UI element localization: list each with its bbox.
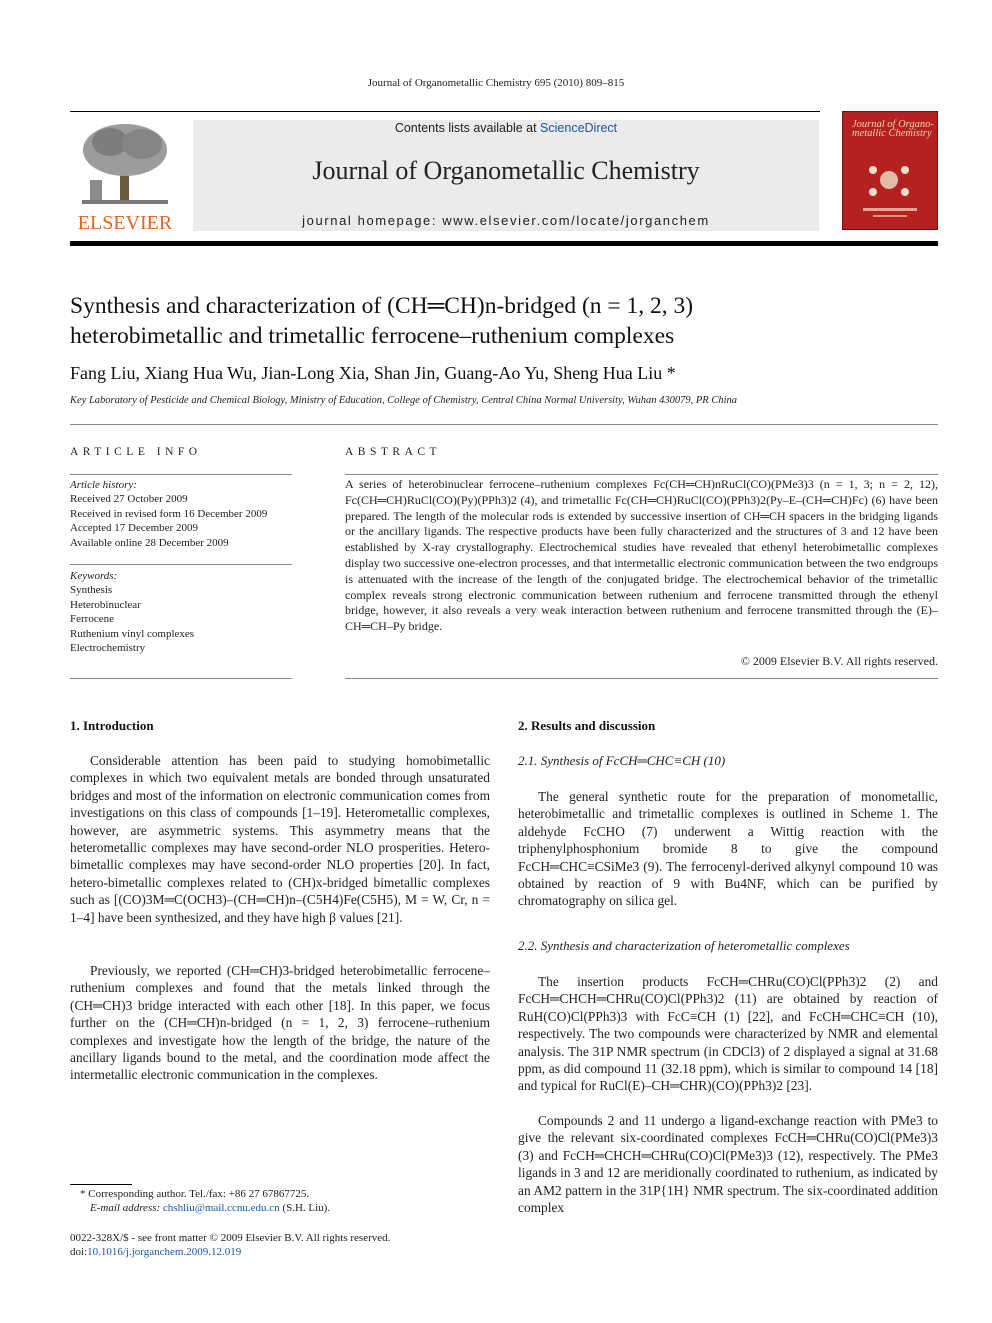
history-label: Article history:	[70, 479, 137, 491]
keywords-block	[70, 569, 292, 655]
keywords-label: Keywords:	[70, 570, 118, 582]
journal-name: Journal of Organometallic Chemistry	[312, 156, 700, 185]
results-paragraph-3: Compounds 2 and 11 undergo a ligand-exchange reaction with PMe3 to give the relevant six-coordinated complexes FcCH═CHRu(CO)Cl(PMe3)3 (3) and FcCH═CHCH═CHRu(CO)Cl(PMe3)3 (12), respectively. The PMe3 ligands in 3 and 12 are meridionally coordinated to ruthenium, as indicated by an AM2 pattern in the 31P{1H} NMR spectrum. The six-coordinated addition complex	[518, 1113, 938, 1216]
history-revised: Received in revised form 16 December 2009	[70, 507, 268, 520]
article-title	[70, 291, 940, 351]
abstract-rule-top	[345, 474, 938, 475]
keyword: Electrochemistry	[70, 642, 146, 655]
email-link[interactable]: chshliu@mail.ccnu.edu.cn	[162, 1202, 280, 1214]
subsection-heading-2-1: 2.1. Synthesis of FcCH═CHC≡CH (10)	[518, 753, 726, 768]
article-history	[70, 478, 292, 550]
header-thick-rule	[70, 241, 938, 246]
footnote-rule	[70, 1184, 132, 1185]
corresponding-author-note: * Corresponding author. Tel./fax: +86 27 67867725.	[80, 1188, 310, 1200]
sciencedirect-link[interactable]: ScienceDirect	[540, 121, 618, 135]
title-line-1: Synthesis and characterization of (CH═CH)n-bridged (n = 1, 2, 3)	[70, 293, 694, 319]
article-info-heading: ARTICLE INFO	[70, 446, 202, 458]
subsection-heading-2-2: 2.2. Synthesis and characterization of heterometallic complexes	[518, 938, 850, 953]
header-rule	[70, 111, 820, 112]
info-rule-3	[70, 678, 292, 679]
email-label: E-mail address:	[90, 1202, 163, 1214]
history-online: Available online 28 December 2009	[70, 536, 229, 549]
history-received: Received 27 October 2009	[70, 493, 188, 506]
section-heading-introduction: 1. Introduction	[70, 718, 154, 733]
email-line	[90, 1201, 510, 1215]
section-heading-results: 2. Results and discussion	[518, 718, 656, 733]
contents-line	[193, 121, 819, 135]
email-owner: (S.H. Liu).	[279, 1202, 331, 1214]
abstract-copyright: © 2009 Elsevier B.V. All rights reserved.	[740, 654, 938, 668]
elsevier-wordmark: ELSEVIER	[77, 212, 173, 234]
intro-paragraph-1: Considerable attention has been paid to studying homobimetallic complexes in which two equivalent metals are bonded through unsaturated bridges and most of the information on electronic communication comes from investigations on this class of compounds [1–19]. Heterometallic complexes, however, are asymmetric systems. This asymmetry means that the heterometallic complexes may have second-order NLO prosperities. Hetero-bimetallic complexes may have second-order NLO properties [20]. In fact, hetero-bimetallic complexes related to (CH)x-bridged bimetallic complexes such as [(CO)3M═C(OCH3)–(CH═CH)n–(C5H4)Fe(C5H5), M = W, Cr, n = 1–4] have been synthesized, and they have high β values [21].	[70, 753, 490, 925]
affiliation: Key Laboratory of Pesticide and Chemical Biology, Ministry of Education, College of Chemistry, Central China Normal University, Wuhan 430079, PR China	[70, 395, 737, 406]
title-rule	[70, 424, 938, 425]
keyword: Synthesis	[70, 584, 113, 597]
keyword: Ferrocene	[70, 613, 114, 626]
results-paragraph-2: The insertion products FcCH═CHRu(CO)Cl(PPh3)2 (2) and FcCH═CHCH═CHRu(CO)Cl(PPh3)2 (11) are obtained by reaction of RuH(CO)Cl(PPh3)3 with FcC≡CH (1) [22], and FcCH═CHC≡CH (10), respectively. The two compounds were characterized by NMR and elemental analysis. The 31P NMR spectrum (in CDCl3) of 2 displayed a signal at 31.68 ppm, as did compound 11 (32.18 ppm), which is similar to compound 14 [18] and typical for RuCl(E)–CH═CHR)(CO)(PPh3)2 [23].	[518, 974, 938, 1094]
title-line-2: heterobimetallic and trimetallic ferrocene–ruthenium complexes	[70, 323, 675, 349]
doi-link[interactable]: 10.1016/j.jorganchem.2009.12.019	[87, 1246, 242, 1258]
contents-prefix: Contents lists available at	[394, 121, 541, 135]
journal-citation: Journal of Organometallic Chemistry 695 (2010) 809–815	[367, 77, 625, 89]
abstract-rule-bottom	[345, 678, 938, 679]
abstract-heading: ABSTRACT	[345, 446, 442, 458]
doi-line	[70, 1245, 510, 1259]
info-rule-2	[70, 564, 292, 565]
intro-paragraph-2: Previously, we reported (CH═CH)3-bridged heterobimetallic ferrocene–ruthenium complexes and found that the metals linked through the (CH═CH)3 bridge interacted with each other [18]. In this paper, we focus further on the (CH═CH)n-bridged (n = 1, 2, 3) ferrocene–ruthenium complexes and investigate how the length of the bridge, the nature of the ancillary ligands bound to the metal, and the coordination mode affect the intermetallic electronic communication in the complexes.	[70, 963, 490, 1083]
keyword: Heterobinuclear	[70, 598, 141, 611]
results-paragraph-1: The general synthetic route for the preparation of monometallic, heterobimetallic and trimetallic complexes is outlined in Scheme 1. The aldehyde FcCHO (7) underwent a Wittig reaction with the triphenylphosphonium bromide 8 to give the compound FcCH═CHC≡CSiMe3 (9). The ferrocenyl-derived alkynyl compound 10 was obtained by reaction of 9 with Bu4NF, which can be purified by chromatography on silica gel.	[518, 789, 938, 909]
abstract-text: A series of heterobinuclear ferrocene–ruthenium complexes Fc(CH═CH)nRuCl(CO)(PMe3)3 (n = 1, 3; n = 2, 12), Fc(CH═CH)RuCl(CO)(Py)(PPh3)2 (4), and trimetallic Fc(CH═CH)RuCl(CO)(PPh3)2(Py–E–(CH═CH)Fc) (6) have been prepared. The length of the molecular rods is extended by successive insertion of CH═CH spacers in the bridging ligands or the ancillary ligands. The respective products have been fully characterized and the structures of 3 and 12 have been established by X-ray crystallography. Electrochemical studies have revealed that ethenyl heterobimetallic complexes display two successive one-electron processes, and that intermetallic electronic communication between the two endgroups is attenuated with the increase of the length of the conjugated bridge. The electrochemical behavior of the trimetallic complex reveals strong electronic communication between ruthenium and ferrocene transmitted through the ethenyl bridge, however, it also reveals a very weak interaction between ruthenium and ferrocene transmitted through the (E)–CH═CH–Py bridge.	[345, 477, 938, 634]
author-list: Fang Liu, Xiang Hua Wu, Jian-Long Xia, Shan Jin, Guang-Ao Yu, Sheng Hua Liu *	[70, 363, 676, 383]
doi-label: doi:	[70, 1246, 88, 1258]
cover-title: Journal of Organo-metallic Chemistry	[852, 119, 934, 139]
info-rule-1	[70, 474, 292, 475]
history-accepted: Accepted 17 December 2009	[70, 522, 198, 535]
keyword: Ruthenium vinyl complexes	[70, 627, 195, 640]
journal-homepage[interactable]: journal homepage: www.elsevier.com/locate/jorganchem	[302, 213, 710, 228]
issn-line: 0022-328X/$ - see front matter © 2009 Elsevier B.V. All rights reserved.	[70, 1232, 391, 1244]
